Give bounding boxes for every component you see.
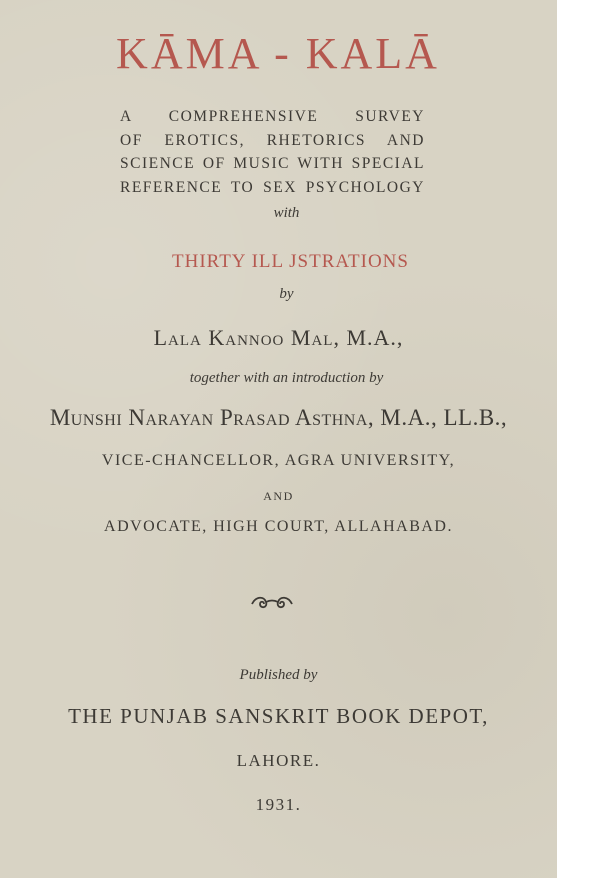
published-by-text: Published by [239, 667, 318, 683]
subtitle [120, 105, 425, 199]
subtitle-line: A COMPREHENSIVE SURVEY [120, 108, 425, 125]
illustrations-count: THIRTY ILL JSTRATIONS [172, 251, 409, 272]
author-name: Lala Kannoo Mal, M.A., [153, 325, 404, 350]
subtitle-line: OF EROTICS, RHETORICS AND [120, 131, 425, 149]
publisher-city: LAHORE. [236, 751, 321, 770]
and-text: AND [263, 489, 294, 503]
with-text: with [273, 205, 300, 221]
scroll-ornament-icon [248, 592, 296, 612]
subtitle-line: SCIENCE OF MUSIC WITH SPECIAL [120, 155, 425, 172]
subtitle-line: REFERENCE TO SEX PSYCHOLOGY [120, 178, 425, 196]
book-title: KĀMA - KALĀ [116, 29, 440, 78]
publication-year: 1931. [255, 795, 302, 814]
by-text: by [279, 286, 294, 302]
introduction-credit: together with an introduction by [189, 370, 384, 386]
introduction-author: Munshi Narayan Prasad Asthna, M.A., LL.B., [49, 405, 508, 430]
publisher-name: THE PUNJAB SANSKRIT BOOK DEPOT, [68, 704, 489, 728]
author-affiliation-2: ADVOCATE, HIGH COURT, ALLAHABAD. [104, 518, 453, 535]
author-affiliation: VICE-CHANCELLOR, AGRA UNIVERSITY, [101, 452, 456, 469]
